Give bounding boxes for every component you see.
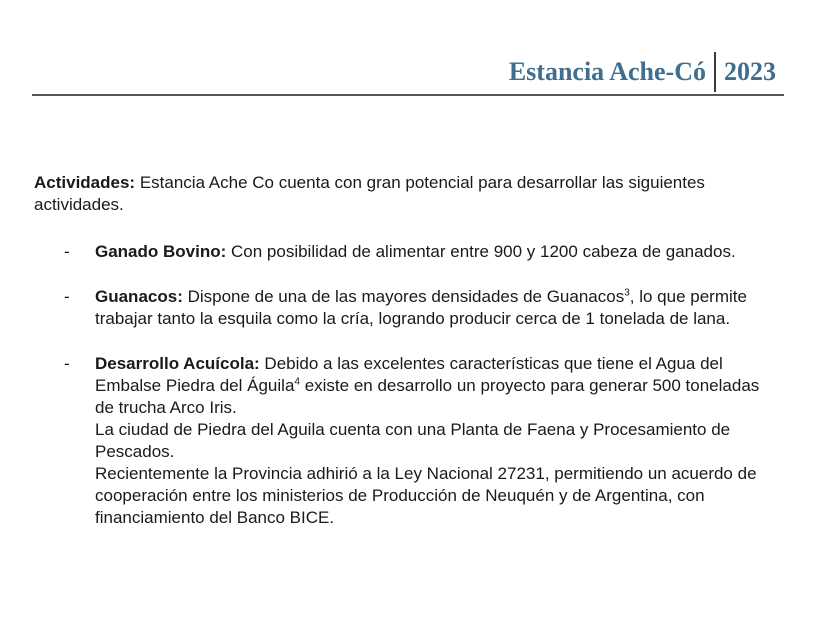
- intro-text: Estancia Ache Co cuenta con gran potencial para desarrollar las siguientes actividades.: [34, 173, 705, 214]
- header-year: 2023: [724, 57, 776, 86]
- item-label: Desarrollo Acuícola:: [95, 354, 260, 373]
- item-label: Ganado Bovino:: [95, 242, 227, 261]
- activities-list: [34, 241, 794, 529]
- item-text: Dispone de una de las mayores densidades de Guanacos: [182, 287, 625, 306]
- item-paragraph-1: [95, 353, 780, 419]
- list-item-guanacos: [34, 286, 780, 330]
- item-text-continued: , lo que permite trabajar tanto la esquila como la cría, logrando producir cerca de 1 tonelada de lana.: [95, 287, 747, 328]
- item-paragraph-3: Recientemente la Provincia adhirió a la Ley Nacional 27231, permitiendo un acuerdo de cooperación entre los ministerios de Producción de Neuquén y de Argentina, con financiamiento del Banco BICE.: [95, 464, 757, 527]
- bullet-dash: -: [64, 287, 70, 306]
- item-text: Debido a las excelentes características que tiene el Agua del Embalse Piedra del Águila: [95, 354, 723, 395]
- header-title-group: [509, 52, 776, 92]
- list-item-desarrollo-acuicola: [34, 353, 780, 529]
- intro-paragraph: [34, 172, 794, 216]
- item-text-continued: existe en desarrollo un proyecto para generar 500 toneladas de trucha Arco Iris.: [95, 376, 760, 417]
- header-title: Estancia Ache-Có: [508, 57, 706, 86]
- bullet-dash: -: [64, 242, 70, 261]
- footnote-ref: 4: [294, 376, 300, 388]
- list-item-ganado-bovino: [34, 241, 780, 263]
- item-label: Guanacos:: [95, 287, 183, 306]
- item-text: Con posibilidad de alimentar entre 900 y 1200 cabeza de ganados.: [226, 242, 736, 261]
- header-rule: [32, 94, 784, 96]
- item-paragraph-2: La ciudad de Piedra del Aguila cuenta con una Planta de Faena y Procesamiento de Pescados.: [95, 420, 731, 461]
- document-body: [34, 172, 794, 552]
- bullet-dash: -: [64, 354, 70, 373]
- intro-label: Actividades:: [34, 173, 136, 192]
- footnote-ref: 3: [624, 287, 630, 299]
- document-header: [32, 52, 784, 92]
